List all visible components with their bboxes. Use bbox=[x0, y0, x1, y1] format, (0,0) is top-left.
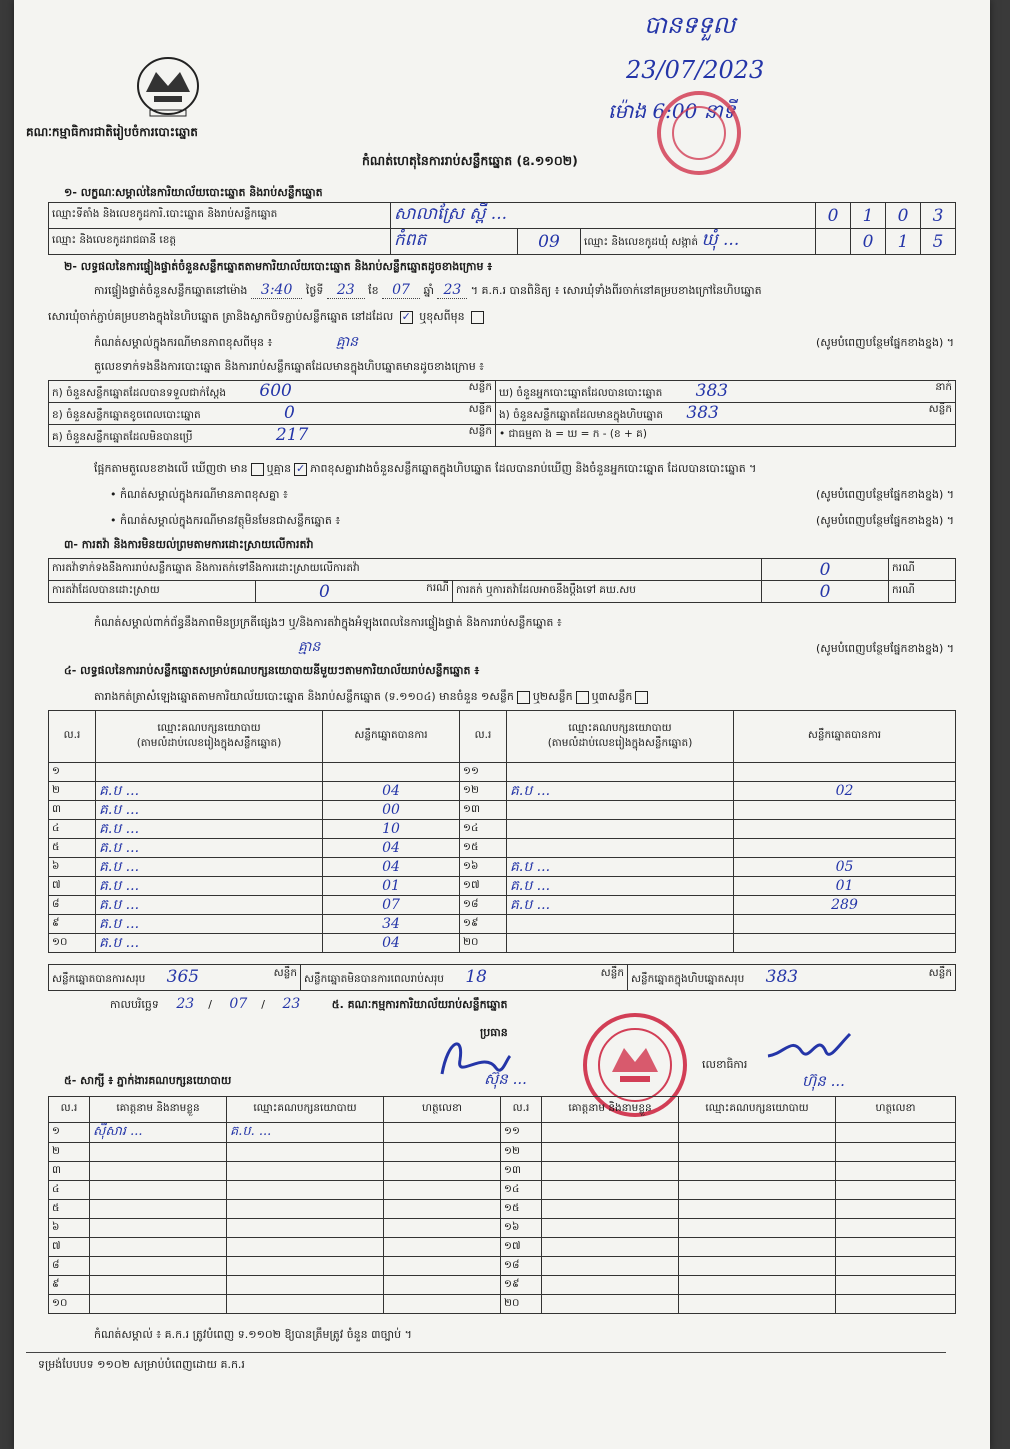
row-number: ១៨ bbox=[460, 896, 507, 915]
witness-signature bbox=[384, 1143, 501, 1162]
table-row bbox=[49, 1200, 956, 1219]
table-row bbox=[49, 1123, 956, 1143]
row-number: ៤ bbox=[49, 1181, 90, 1200]
province-value: កំពត bbox=[394, 230, 427, 250]
col-party: ឈ្មោះគណបក្សនយោបាយ (តាមលំដាប់លេខរៀងក្នុងសន្លឹកឆ្នោត) bbox=[96, 711, 323, 763]
nec-emblem-icon bbox=[132, 52, 204, 122]
verify-time: 3:40 bbox=[251, 282, 302, 299]
witness-signature bbox=[836, 1162, 956, 1181]
witness-name bbox=[542, 1181, 679, 1200]
verify-year: 23 bbox=[437, 282, 467, 299]
witness-name bbox=[90, 1200, 227, 1219]
section2-line1: ការផ្ទៀងផ្ទាត់ចំនួនសន្លឹកឆ្នោតនៅម៉ោង 3:40 ថ្ងៃទី 23 ខែ 07 ឆ្នាំ 23 ។ គ.ក.រ បានពិនិត្យ ៖ សោរឃុំទាំងពីរចាក់នៅគម្របខាងក្រៅនៃហិបឆ្នោត bbox=[94, 282, 762, 298]
row-number: ២០ bbox=[460, 934, 507, 953]
witness-name: ស៊ីសារ ... bbox=[90, 1123, 227, 1143]
vote-count bbox=[323, 763, 460, 782]
table-row bbox=[49, 1219, 956, 1238]
two-sheet-checkbox[interactable] bbox=[576, 691, 589, 704]
row-number: ១ bbox=[49, 763, 96, 782]
verify-month: 07 bbox=[382, 282, 420, 299]
row-number: ២ bbox=[49, 782, 96, 801]
witness-name bbox=[90, 1295, 227, 1314]
witness-party bbox=[227, 1257, 384, 1276]
totals-table: សន្លឹកឆ្នោតបានការសរុប 365 សន្លឹក សន្លឹកឆ្នោតមិនបានការពេលរាប់សរុប 18 សន្លឹក សន្លឹកឆ្នោតក្នុងហិបឆ្នោតសរុប 383 សន្លឹក bbox=[48, 964, 956, 991]
three-sheet-checkbox[interactable] bbox=[635, 691, 648, 704]
witness-name bbox=[90, 1143, 227, 1162]
table-row bbox=[49, 877, 956, 896]
row-number: ២០ bbox=[501, 1295, 542, 1314]
vote-count: 34 bbox=[323, 915, 460, 934]
row2-label: ឈ្មោះ និងលេខកូដរាជធានី ខេត្ត bbox=[49, 229, 391, 255]
table-row bbox=[49, 934, 956, 953]
footer-rule bbox=[26, 1352, 946, 1353]
received-count: 600 bbox=[259, 381, 292, 401]
party-name: គ.ប ... bbox=[96, 896, 323, 915]
commune-value: ឃុំ ... bbox=[701, 230, 740, 250]
received-stamp: បានទទួល 23/07/2023 ម៉ោង 6:00 នាទី bbox=[608, 11, 765, 123]
row-number: ១៩ bbox=[460, 915, 507, 934]
witness-name bbox=[542, 1219, 679, 1238]
witness-name bbox=[542, 1295, 679, 1314]
witness-party bbox=[679, 1276, 836, 1295]
vote-count bbox=[734, 801, 956, 820]
witness-name bbox=[542, 1276, 679, 1295]
witness-signature bbox=[836, 1238, 956, 1257]
voters-count: 383 bbox=[695, 381, 729, 401]
row-number: ៩ bbox=[49, 915, 96, 934]
col-votes: សន្លឹកឆ្នោតបានការ bbox=[734, 711, 956, 763]
row-number: ៤ bbox=[49, 820, 96, 839]
section5-title: ៥- សាក្សី ៖ ភ្នាក់ងារគណបក្សនយោបាយ bbox=[64, 1074, 232, 1087]
party-name bbox=[507, 915, 734, 934]
row-number: ៣ bbox=[49, 801, 96, 820]
section2-line3: កំណត់សម្គាល់ក្នុងករណីមានភាពខុសពីមុន ៖ គ្មាន (សូមបំពេញបន្ថែមផ្នែកខាងខ្នង) ។ bbox=[94, 334, 954, 350]
chair-name: ស៊ុន ... bbox=[484, 1070, 527, 1088]
footnote: កំណត់សម្គាល់ ៖ គ.ក.រ ត្រូវបំពេញ ទ.១១០២ ឱ្យបានត្រឹមត្រូវ ចំនួន ៣ច្បាប់ ។ bbox=[94, 1328, 412, 1341]
col-votes: សន្លឹកឆ្នោតបានការ bbox=[323, 711, 460, 763]
witness-name bbox=[90, 1181, 227, 1200]
code-digit: 3 bbox=[921, 203, 956, 229]
row-number: ១៤ bbox=[501, 1181, 542, 1200]
total-valid: 365 bbox=[166, 967, 200, 987]
col-name: គោត្តនាម និងនាមខ្លួន bbox=[542, 1097, 679, 1123]
spoiled-count: 0 bbox=[284, 403, 295, 423]
committee-name: គណៈកម្មាធិការជាតិរៀបចំការបោះឆ្នោត bbox=[26, 125, 198, 139]
commune-label: ឈ្មោះ និងលេខកូដឃុំ សង្កាត់ bbox=[584, 236, 699, 248]
no-diff-checkbox[interactable]: ✓ bbox=[295, 461, 306, 475]
row-number: ១ bbox=[49, 1123, 90, 1143]
witness-party bbox=[679, 1123, 836, 1143]
footer-text: ទម្រង់បែបបទ ១១០២ សម្រាប់បំពេញដោយ គ.ក.រ bbox=[38, 1358, 245, 1371]
resolved-label: ការតវ៉ាដែលបានដោះស្រាយ bbox=[49, 581, 256, 603]
resolved-value: 0 bbox=[319, 581, 330, 602]
witness-party bbox=[227, 1276, 384, 1295]
witness-party bbox=[679, 1162, 836, 1181]
vote-count: 05 bbox=[734, 858, 956, 877]
vote-count: 04 bbox=[323, 839, 460, 858]
party-name: គ.ប ... bbox=[96, 877, 323, 896]
witness-party bbox=[227, 1219, 384, 1238]
table-row bbox=[49, 1276, 956, 1295]
section3-note-line: គ្មាន (សូមបំពេញបន្ថែមផ្នែកខាងខ្នង) ។ bbox=[298, 639, 954, 655]
section1-table bbox=[48, 202, 956, 255]
vote-count bbox=[734, 915, 956, 934]
party-name: គ.ប ... bbox=[507, 877, 734, 896]
witness-name bbox=[90, 1162, 227, 1181]
section2-bullet1: • កំណត់សម្គាល់ក្នុងករណីមានភាពខុសគ្នា ៖ (សូមបំពេញបន្ថែមផ្នែកខាងខ្នង) ។ bbox=[110, 488, 954, 501]
row-number: ១០ bbox=[49, 934, 96, 953]
witness-signature bbox=[384, 1181, 501, 1200]
witness-party bbox=[679, 1219, 836, 1238]
row-number: ៥ bbox=[49, 1200, 90, 1219]
witness-party bbox=[679, 1143, 836, 1162]
party-name bbox=[507, 801, 734, 820]
witness-signature bbox=[836, 1257, 956, 1276]
witness-party bbox=[227, 1238, 384, 1257]
row-number: ១២ bbox=[460, 782, 507, 801]
witness-signature bbox=[384, 1219, 501, 1238]
results-table bbox=[48, 710, 956, 953]
code-digit: 0 bbox=[886, 203, 921, 229]
row-number: ៩ bbox=[49, 1276, 90, 1295]
col-name: គោត្តនាម និងនាមខ្លួន bbox=[90, 1097, 227, 1123]
witness-name bbox=[90, 1238, 227, 1257]
vote-count bbox=[734, 839, 956, 858]
row1-value: សាលាស្រែ ស្ពឺ ... bbox=[394, 204, 508, 224]
table-row bbox=[49, 915, 956, 934]
witness-party bbox=[679, 1238, 836, 1257]
witness-signature bbox=[384, 1200, 501, 1219]
witness-party bbox=[679, 1257, 836, 1276]
formula: • ជាធម្មតា ង = ឃ = ក - (ខ + គ) bbox=[499, 428, 647, 440]
complaints-table: ការតវ៉ាទាក់ទងនឹងការរាប់សន្លឹកឆ្នោត និងការតក់ទៅនឹងការដោះស្រាយលើការតវ៉ា 0 ករណី ការតវ៉ាដែលបានដោះស្រាយ 0 ករណី ការតក់ ឬការតវ៉ាដែលអាចនឹងប្តឹងទៅ គឃ.សប 0 ករណី bbox=[48, 558, 956, 603]
col-no: ល.រ bbox=[501, 1097, 542, 1123]
table-row bbox=[49, 801, 956, 820]
row-number: ១៨ bbox=[501, 1257, 542, 1276]
section3-title: ៣- ការតវ៉ា និងការមិនយល់ព្រមតាមការដោះស្រាយលើការតវ៉ា bbox=[64, 538, 314, 551]
table-row bbox=[49, 820, 956, 839]
count-table: ក) ចំនួនសន្លឹកឆ្នោតដែលបានទទួលជាក់ស្តែង 600 សន្លឹក ឃ) ចំនួនអ្នកបោះឆ្នោតដែលបានបោះឆ្នោត 383 នាក់ ខ) ចំនួនសន្លឹកឆ្នោតខូចពេលបោះឆ្នោត 0 សន្លឹក ង) ចំនួនសន្លឹកឆ្នោតដែលមានក្នុងហិបឆ្នោត 383 សន្លឹក គ) ចំនួនសន្លឹកឆ្នោតដែលមិនបានប្រើ 217 សន្លឹក • ជាធម្មតា ង = ឃ = ក - (ខ + គ) bbox=[48, 380, 956, 447]
row-number: ១៥ bbox=[460, 839, 507, 858]
table-row bbox=[49, 1143, 956, 1162]
col-party: ឈ្មោះគណបក្សនយោបាយ bbox=[679, 1097, 836, 1123]
section3-note: កំណត់សម្គាល់ពាក់ព័ន្ធនឹងភាពមិនប្រក្រតីផ្សេងៗ ឬ/និងការតវ៉ាក្នុងអំឡុងពេលនៃការផ្ទៀងផ្ទាត់ និងការរាប់សន្លឹកឆ្នោត ៖ bbox=[94, 616, 562, 629]
vote-count: 04 bbox=[323, 782, 460, 801]
row-number: ១៥ bbox=[501, 1200, 542, 1219]
witness-name bbox=[542, 1200, 679, 1219]
witness-signature bbox=[384, 1123, 501, 1143]
vote-count: 07 bbox=[323, 896, 460, 915]
row-number: ១៩ bbox=[501, 1276, 542, 1295]
row-number: ៧ bbox=[49, 1238, 90, 1257]
witness-party bbox=[679, 1181, 836, 1200]
appeal-value: 0 bbox=[762, 581, 889, 603]
witness-signature bbox=[384, 1162, 501, 1181]
party-name bbox=[507, 839, 734, 858]
witness-signature bbox=[836, 1295, 956, 1314]
witness-name bbox=[542, 1123, 679, 1143]
col-no: ល.រ bbox=[460, 711, 507, 763]
table-row bbox=[49, 1238, 956, 1257]
complaints-label: ការតវ៉ាទាក់ទងនឹងការរាប់សន្លឹកឆ្នោត និងការតក់ទៅនឹងការដោះស្រាយលើការតវ៉ា bbox=[49, 559, 762, 581]
table-row bbox=[49, 763, 956, 782]
row-number: ១៣ bbox=[501, 1162, 542, 1181]
row-number: ៨ bbox=[49, 1257, 90, 1276]
party-name: គ.ប ... bbox=[96, 858, 323, 877]
row1-label: ឈ្មោះទីតាំង និងលេខកូដការិ.បោះឆ្នោត និងរាប់សន្លឹកឆ្នោត bbox=[49, 203, 391, 229]
witness-party bbox=[227, 1181, 384, 1200]
witness-party bbox=[227, 1200, 384, 1219]
row-number: ១៦ bbox=[501, 1219, 542, 1238]
red-seal-top-icon bbox=[654, 88, 744, 182]
witness-name bbox=[90, 1257, 227, 1276]
witness-signature bbox=[384, 1257, 501, 1276]
vote-count: 00 bbox=[323, 801, 460, 820]
party-name: គ.ប ... bbox=[507, 858, 734, 877]
witness-signature bbox=[836, 1200, 956, 1219]
date-line: កាលបរិច្ឆេទ 23 / 07 / 23 ៥. គណៈកម្មការការិយាល័យរាប់សន្លឹកឆ្នោត bbox=[110, 996, 508, 1012]
secretary-name: ហ៊ុន ... bbox=[802, 1072, 845, 1090]
table-row bbox=[49, 1181, 956, 1200]
row-number: ១១ bbox=[460, 763, 507, 782]
row-number: ១៦ bbox=[460, 858, 507, 877]
vote-count bbox=[734, 763, 956, 782]
witness-signature bbox=[836, 1143, 956, 1162]
vote-count: 01 bbox=[323, 877, 460, 896]
code-digit: 1 bbox=[886, 229, 921, 255]
witness-name bbox=[90, 1276, 227, 1295]
row-number: ១៤ bbox=[460, 820, 507, 839]
section4-title: ៤- លទ្ធផលនៃការរាប់សន្លឹកឆ្នោតសម្រាប់គណបក្សនយោបាយនីមួយៗតាមការិយាល័យរាប់សន្លឹកឆ្នោត ៖ bbox=[64, 664, 480, 677]
witness-party bbox=[679, 1200, 836, 1219]
table-row bbox=[49, 1295, 956, 1314]
province-code: 09 bbox=[518, 229, 581, 255]
witness-party bbox=[227, 1295, 384, 1314]
code-digit: 5 bbox=[921, 229, 956, 255]
table-row bbox=[49, 858, 956, 877]
row-number: ៨ bbox=[49, 896, 96, 915]
party-name: គ.ប ... bbox=[96, 934, 323, 953]
col-party: ឈ្មោះគណបក្សនយោបាយ (តាមលំដាប់លេខរៀងក្នុងសន្លឹកឆ្នោត) bbox=[507, 711, 734, 763]
witness-signature bbox=[836, 1123, 956, 1143]
witness-name bbox=[542, 1143, 679, 1162]
col-no: ល.រ bbox=[49, 711, 96, 763]
party-name: គ.ប ... bbox=[96, 839, 323, 858]
party-name: គ.ប ... bbox=[96, 820, 323, 839]
different-checkbox[interactable] bbox=[471, 311, 484, 324]
section1-title: ១- លក្ខណៈសម្គាល់នៃការិយាល័យបោះឆ្នោត និងរាប់សន្លឹកឆ្នោត bbox=[64, 186, 323, 199]
unused-count: 217 bbox=[275, 425, 309, 445]
vote-count: 02 bbox=[734, 782, 956, 801]
witness-signature bbox=[384, 1276, 501, 1295]
witness-signature bbox=[384, 1295, 501, 1314]
difference-note: គ្មាន bbox=[335, 334, 359, 350]
party-name bbox=[96, 763, 323, 782]
section2-bullet2: • កំណត់សម្គាល់ក្នុងករណីមានវត្ថុមិនមែនជាសន្លឹកឆ្នោត ៖ (សូមបំពេញបន្ថែមផ្នែកខាងខ្នង) ។ bbox=[110, 514, 954, 527]
witness-party bbox=[227, 1143, 384, 1162]
verify-day: 23 bbox=[327, 282, 365, 299]
row-number: ៣ bbox=[49, 1162, 90, 1181]
party-name bbox=[507, 820, 734, 839]
row-number: ៦ bbox=[49, 1219, 90, 1238]
witness-name bbox=[90, 1219, 227, 1238]
date-day: 23 bbox=[176, 996, 195, 1012]
col-signature: ហត្ថលេខា bbox=[384, 1097, 501, 1123]
party-name bbox=[507, 763, 734, 782]
same-checkbox[interactable]: ✓ bbox=[401, 309, 411, 323]
witness-signature bbox=[836, 1276, 956, 1295]
form-title: កំណត់ហេតុនៃការរាប់សន្លឹកឆ្នោត (ឧ.១១០២) bbox=[362, 153, 578, 168]
vote-count: 289 bbox=[734, 896, 956, 915]
vote-count bbox=[734, 820, 956, 839]
party-name: គ.ប ... bbox=[96, 801, 323, 820]
complaints-value: 0 bbox=[762, 559, 889, 581]
vote-count: 10 bbox=[323, 820, 460, 839]
section2-title: ២- លទ្ធផលនៃការផ្ទៀងផ្ទាត់ចំនួនសន្លឹកឆ្នោតតាមការិយាល័យបោះឆ្នោត និងរាប់សន្លឹកឆ្នោតដូចខាងក្រោម ៖ bbox=[64, 260, 493, 273]
witness-party: គ.ប. ... bbox=[227, 1123, 384, 1143]
witness-name bbox=[542, 1238, 679, 1257]
code-digit: 0 bbox=[816, 203, 851, 229]
row-number: ៧ bbox=[49, 877, 96, 896]
col-no: ល.រ bbox=[49, 1097, 90, 1123]
row-number: ១១ bbox=[501, 1123, 542, 1143]
secretary-signature bbox=[764, 1026, 854, 1070]
party-name: គ.ប ... bbox=[96, 915, 323, 934]
witness-table bbox=[48, 1096, 956, 1314]
row-number: ២ bbox=[49, 1143, 90, 1162]
party-name: គ.ប ... bbox=[507, 782, 734, 801]
witness-name bbox=[542, 1162, 679, 1181]
row-number: ៥ bbox=[49, 839, 96, 858]
code-digit: 0 bbox=[851, 229, 886, 255]
col-signature: ហត្ថលេខា bbox=[836, 1097, 956, 1123]
row-number: ១០ bbox=[49, 1295, 90, 1314]
row-number: ១២ bbox=[501, 1143, 542, 1162]
total-box: 383 bbox=[765, 967, 799, 987]
party-name bbox=[507, 934, 734, 953]
section2-line5: ផ្អែកតាមតួលេខខាងលើ ឃើញថា មាន ឬគ្មាន ✓ ភាពខុសគ្នារវាងចំនួនសន្លឹកឆ្នោតក្នុងហិបឆ្នោត ដែលបានរាប់ឃើញ និងចំនួនអ្នកបោះឆ្នោត ដែលបានបោះឆ្នោត ។ bbox=[94, 461, 757, 475]
date-year: 23 bbox=[282, 996, 301, 1012]
witness-party bbox=[679, 1295, 836, 1314]
witness-name bbox=[542, 1257, 679, 1276]
table-row bbox=[49, 1162, 956, 1181]
witness-signature bbox=[384, 1238, 501, 1257]
row-number: ៦ bbox=[49, 858, 96, 877]
table-row bbox=[49, 839, 956, 858]
section4-sub: តារាងកត់ត្រាសំឡេងឆ្នោតតាមការិយាល័យបោះឆ្នោត និងរាប់សន្លឹកឆ្នោត (ទ.១១០៤) មានចំនួន ១សន្លឹក ឬ២សន្លឹក ឬ៣សន្លឹក bbox=[94, 690, 651, 704]
date-month: 07 bbox=[229, 996, 248, 1012]
table-row bbox=[49, 896, 956, 915]
vote-count: 04 bbox=[323, 934, 460, 953]
vote-count: 04 bbox=[323, 858, 460, 877]
section2-line4: តួលេខទាក់ទងនឹងការបោះឆ្នោត និងការរាប់សន្លឹកឆ្នោតដែលមានក្នុងហិបឆ្នោតមានដូចខាងក្រោម ៖ bbox=[94, 360, 485, 373]
code-digit: 1 bbox=[851, 203, 886, 229]
has-diff-checkbox[interactable] bbox=[251, 463, 264, 476]
total-invalid: 18 bbox=[465, 967, 487, 987]
witness-signature bbox=[836, 1181, 956, 1200]
row-number: ១៧ bbox=[460, 877, 507, 896]
vote-count: 01 bbox=[734, 877, 956, 896]
witness-party bbox=[227, 1162, 384, 1181]
appeal-label: ការតក់ ឬការតវ៉ាដែលអាចនឹងប្តឹងទៅ គឃ.សប bbox=[453, 581, 762, 603]
row-number: ១៣ bbox=[460, 801, 507, 820]
chair-label: ប្រធាន bbox=[480, 1026, 508, 1039]
office-label: ៥. គណៈកម្មការការិយាល័យរាប់សន្លឹកឆ្នោត bbox=[331, 998, 508, 1011]
section2-line2: សោរឃុំចាក់ភ្ជាប់គម្របខាងក្នុងនៃហិបឆ្នោត ត្រានិងស្លាកបិទភ្ជាប់សន្លឹកឆ្នោត នៅដដែល ✓ ឬខុសពីមុន bbox=[48, 310, 487, 324]
secretary-label: លេខាធិការ bbox=[702, 1058, 748, 1071]
table-row bbox=[49, 1257, 956, 1276]
one-sheet-checkbox[interactable] bbox=[517, 691, 530, 704]
col-party: ឈ្មោះគណបក្សនយោបាយ bbox=[227, 1097, 384, 1123]
form-sheet bbox=[14, 0, 990, 1449]
vote-count bbox=[734, 934, 956, 953]
party-name: គ.ប ... bbox=[507, 896, 734, 915]
party-name: គ.ប ... bbox=[96, 782, 323, 801]
row-number: ១៧ bbox=[501, 1238, 542, 1257]
box-count: 383 bbox=[686, 403, 719, 423]
witness-signature bbox=[836, 1219, 956, 1238]
table-row bbox=[49, 782, 956, 801]
